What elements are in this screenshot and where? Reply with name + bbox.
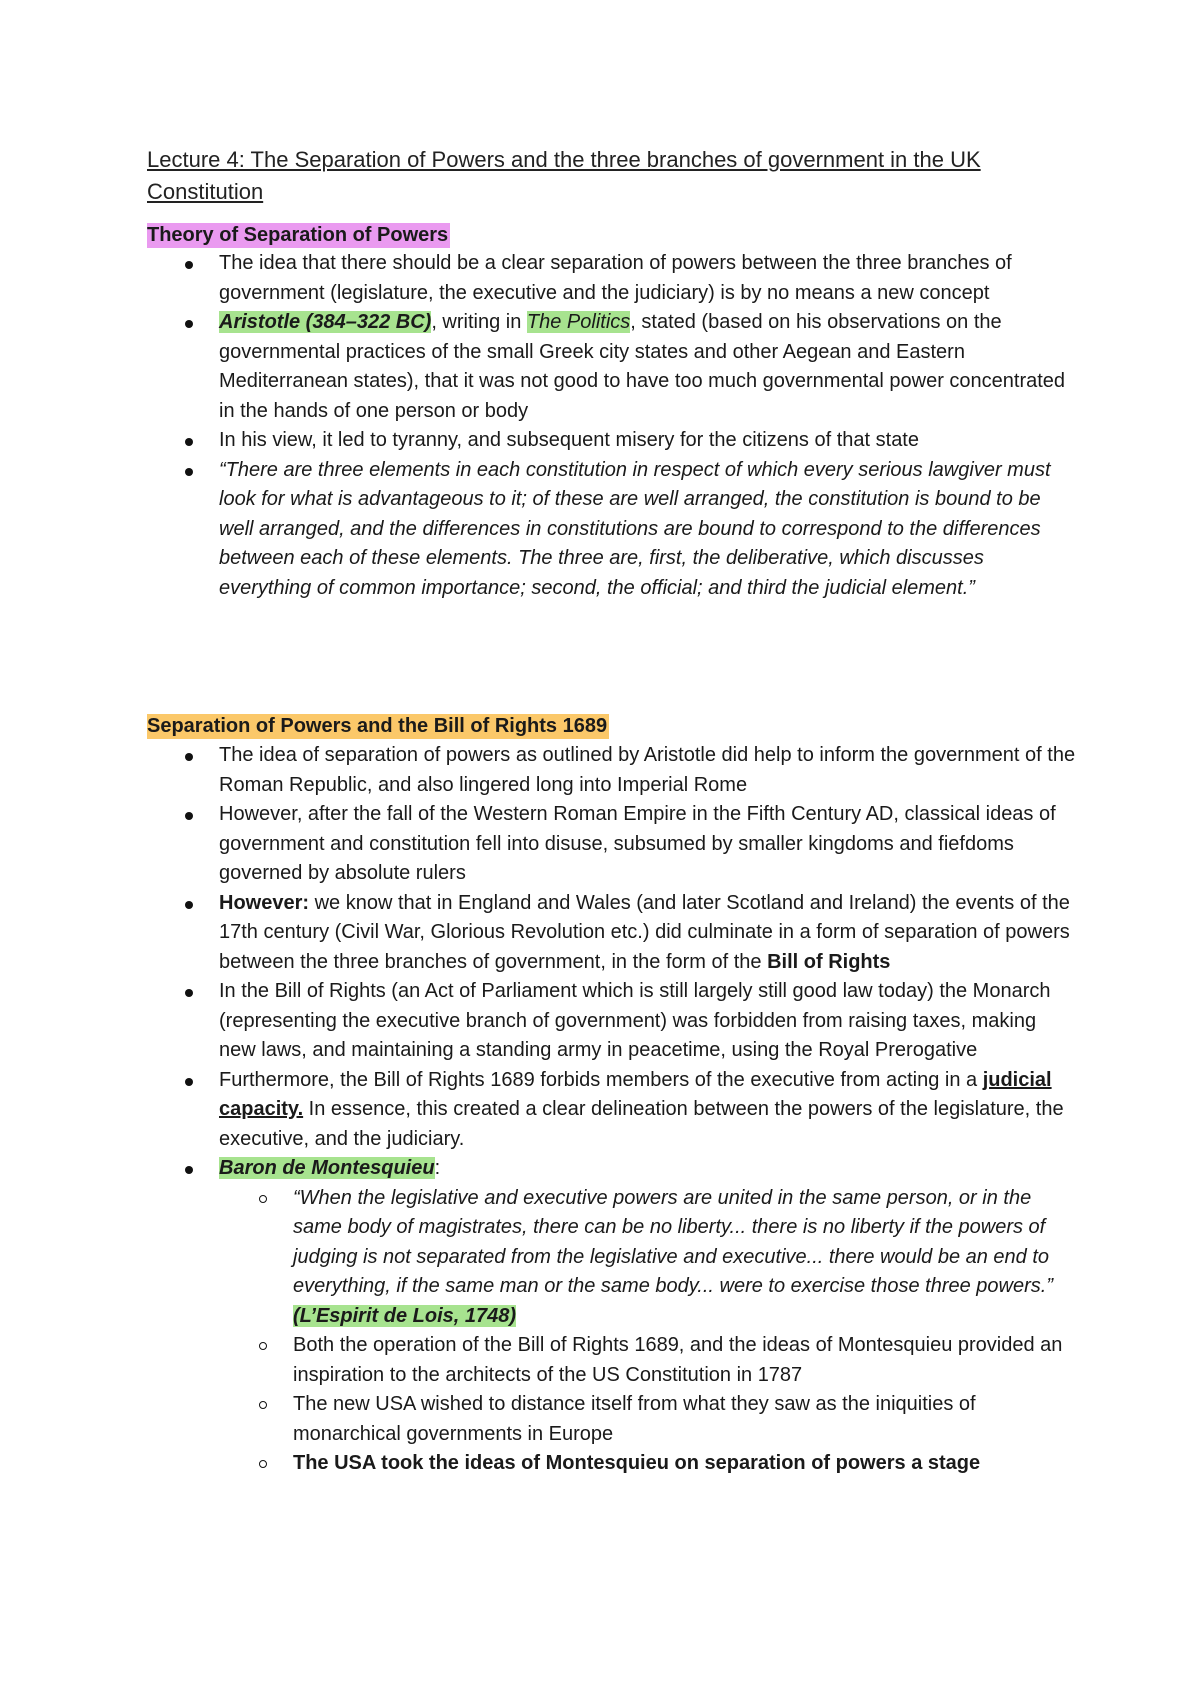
aristotle-quote: “There are three elements in each constitution in respect of which every serious lawgiver must look for what is advantageous to it; of these are well arranged, the constitution is bound to be well arranged, and the differences in constitutions are bound to correspond to the differences between each of these elements. The three are, first, the deliberative, which discusses everything of common importance; second, the official; and third the judicial element.”: [147, 456, 1077, 604]
book-title: The Politics: [526, 311, 631, 333]
inline-text: we know that in England and Wales (and later Scotland and Ireland) the events of the 17th century (Civil War, Glorious Revolution etc.) did culminate in a form of separation of powers between the three branches of government, in the form of the: [219, 891, 1070, 973]
sub-list-item: Both the operation of the Bill of Rights 1689, and the ideas of Montesquieu provided an inspiration to the architects of the US Constitution in 1787: [147, 1331, 1077, 1390]
list-item: In his view, it led to tyranny, and subsequent misery for the citizens of that state: [147, 426, 1077, 456]
quote-citation: (L’Espirit de Lois, 1748): [293, 1304, 517, 1327]
judicial-capacity-term: judicial capacity.: [219, 1068, 1052, 1120]
montesquieu-quote: “When the legislative and executive powers are united in the same person, or in the same body of magistrates, there can be no liberty... there is no liberty if the powers of judging is not separated from the legislative and executive... there would be an end to everything, if the same man or the same body... were to exercise those three powers.”: [293, 1186, 1053, 1297]
montesquieu-name: Baron de Montesquieu: [219, 1157, 435, 1179]
inline-text: , stated (based on his observations on the governmental practices of the small Greek city states and other Aegean and Eastern Mediterranean states), that it was not good to have too much governmental power concentrated in the hands of one person or body: [219, 311, 1066, 422]
inline-text: Furthermore, the Bill of Rights 1689 forbids members of the executive from acting in a: [219, 1068, 983, 1091]
sub-list-item: The USA took the ideas of Montesquieu on separation of powers a stage: [147, 1449, 1077, 1479]
inline-text: In essence, this created a clear delineation between the powers of the legislature, the executive, and the judiciary.: [219, 1098, 1064, 1150]
theory-bullet-list: [147, 249, 1077, 603]
list-item: [147, 308, 1077, 426]
list-item: The idea that there should be a clear separation of powers between the three branches of government (legislature, the executive and the judiciary) is by no means a new concept: [147, 249, 1077, 308]
list-item: [147, 889, 1077, 978]
emphasis-lead: However:: [219, 891, 310, 914]
list-item: In the Bill of Rights (an Act of Parliament which is still largely still good law today) the Monarch (representing the executive branch of government) was forbidden from raising taxes, making new laws, and maintaining a standing army in peacetime, using the Royal Prerogative: [147, 977, 1077, 1066]
aristotle-name: Aristotle (384–322 BC): [219, 311, 432, 333]
bill-of-rights-term: Bill of Rights: [767, 950, 891, 973]
section-heading-theory: [147, 222, 450, 248]
heading-highlight: Separation of Powers and the Bill of Rights 1689: [147, 715, 608, 737]
inline-text: , writing in: [431, 311, 527, 333]
list-item: [147, 1066, 1077, 1155]
list-item: [147, 1154, 1077, 1184]
sub-list-item: [147, 1184, 1077, 1332]
sub-list-item: The new USA wished to distance itself from what they saw as the iniquities of monarchical governments in Europe: [147, 1390, 1077, 1449]
list-item: However, after the fall of the Western Roman Empire in the Fifth Century AD, classical ideas of government and constitution fell into disuse, subsumed by smaller kingdoms and fiefdoms governed by absolute rulers: [147, 800, 1077, 889]
inline-text: :: [434, 1157, 441, 1179]
list-item: The idea of separation of powers as outlined by Aristotle did help to inform the government of the Roman Republic, and also lingered long into Imperial Rome: [147, 741, 1077, 800]
heading-highlight: Theory of Separation of Powers: [147, 224, 449, 246]
lecture-title: Lecture 4: The Separation of Powers and the three branches of government in the UK Constitution: [147, 147, 981, 204]
bill-of-rights-bullet-list: [147, 741, 1077, 1479]
section-heading-bill-of-rights: [147, 713, 609, 739]
